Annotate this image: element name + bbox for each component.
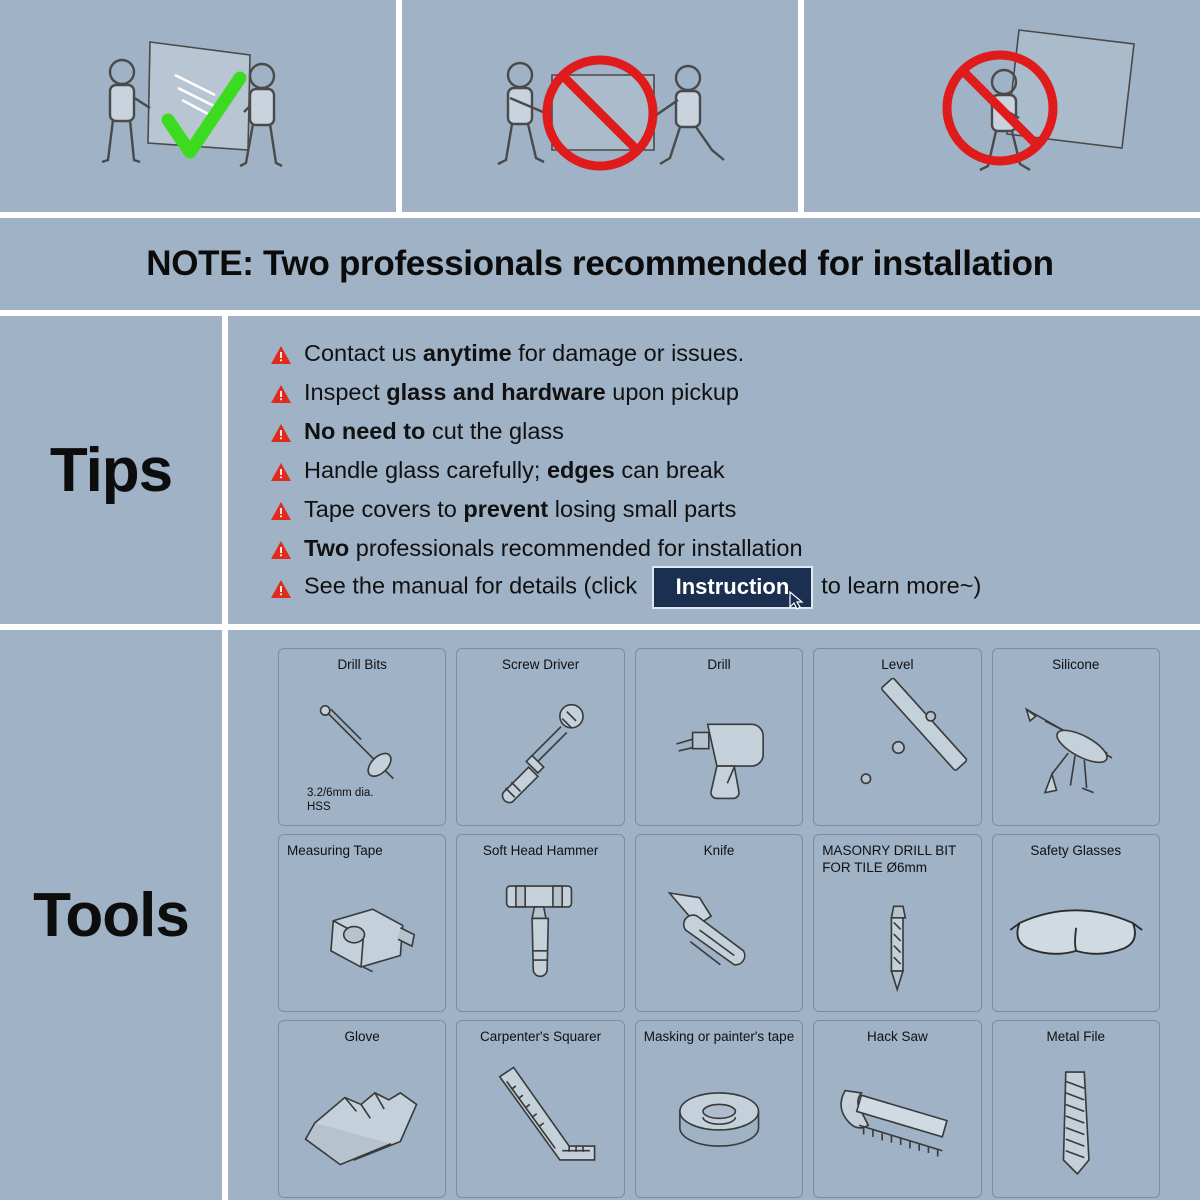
tip-text-bold: No need to bbox=[304, 418, 426, 444]
tool-card bbox=[278, 834, 446, 1012]
masking-tape-icon bbox=[644, 1046, 794, 1193]
tip-item bbox=[270, 529, 1180, 568]
tip-text-pre: Inspect bbox=[304, 379, 387, 405]
tool-label: Knife bbox=[703, 843, 735, 858]
caulking-gun-icon bbox=[1001, 674, 1151, 821]
tool-label: Hack Saw bbox=[867, 1029, 928, 1044]
instruction-button[interactable] bbox=[652, 566, 814, 609]
tool-card bbox=[278, 648, 446, 826]
tip-text-pre: Tape covers to bbox=[304, 496, 464, 522]
tool-card bbox=[456, 1020, 624, 1198]
instruction-text-post: to learn more~) bbox=[821, 572, 982, 599]
tip-text-post: professionals recommended for installation bbox=[349, 535, 803, 561]
tool-label: Drill bbox=[707, 657, 731, 672]
tool-card bbox=[456, 648, 624, 826]
panel-two-people-drag-incorrect bbox=[402, 0, 798, 212]
tip-text-bold: prevent bbox=[463, 496, 549, 522]
tool-card bbox=[813, 834, 981, 1012]
safety-glasses-icon bbox=[1001, 860, 1151, 1007]
tool-sublabel: 3.2/6mm dia. HSS bbox=[307, 787, 374, 814]
warning-icon bbox=[270, 344, 292, 364]
tip-text-pre: Handle glass carefully; bbox=[304, 457, 547, 483]
tools-heading bbox=[0, 630, 222, 1200]
tool-card bbox=[635, 648, 803, 826]
instruction-text-pre: See the manual for details (click bbox=[304, 572, 644, 599]
tools-heading-text: Tools bbox=[33, 880, 189, 950]
tool-label: MASONRY DRILL BIT FOR TILE Ø6mm bbox=[822, 843, 956, 875]
screwdriver-icon bbox=[465, 674, 615, 821]
tool-label: Carpenter's Squarer bbox=[480, 1029, 602, 1044]
measuring-tape-icon bbox=[287, 860, 437, 1007]
tool-card bbox=[635, 1020, 803, 1198]
top-illustration-row bbox=[0, 0, 1200, 212]
tool-card bbox=[992, 834, 1160, 1012]
tool-label: Soft Head Hammer bbox=[482, 843, 599, 858]
tool-label: Drill Bits bbox=[337, 657, 387, 672]
warning-icon bbox=[270, 539, 292, 559]
tip-item bbox=[270, 334, 1180, 373]
panel-two-people-carry-correct bbox=[0, 0, 396, 212]
tool-label: Screw Driver bbox=[501, 657, 580, 672]
tool-card bbox=[278, 1020, 446, 1198]
tool-label: Masking or painter's tape bbox=[643, 1029, 795, 1044]
tools-section bbox=[0, 630, 1200, 1200]
tip-item bbox=[270, 373, 1180, 412]
tool-label: Level bbox=[881, 657, 914, 672]
tips-heading-text: Tips bbox=[49, 435, 173, 505]
warning-icon bbox=[270, 578, 292, 598]
tool-card bbox=[813, 648, 981, 826]
tools-grid bbox=[228, 630, 1200, 1200]
tip-item bbox=[270, 490, 1180, 529]
glove-icon bbox=[287, 1046, 437, 1193]
hacksaw-icon bbox=[822, 1046, 972, 1193]
note-band bbox=[0, 218, 1200, 310]
tool-card bbox=[813, 1020, 981, 1198]
tool-card bbox=[992, 1020, 1160, 1198]
mouse-cursor-icon bbox=[789, 591, 805, 611]
tip-item-instruction bbox=[270, 568, 1180, 607]
instruction-button-label: Instruction bbox=[675, 574, 790, 599]
tip-item bbox=[270, 451, 1180, 490]
warning-icon bbox=[270, 383, 292, 403]
tool-label: Silicone bbox=[1052, 657, 1100, 672]
tips-list bbox=[228, 316, 1200, 624]
metal-file-icon bbox=[1001, 1046, 1151, 1193]
warning-icon bbox=[270, 461, 292, 481]
tip-item bbox=[270, 412, 1180, 451]
warning-icon bbox=[270, 500, 292, 520]
tips-section bbox=[0, 316, 1200, 624]
note-text: NOTE: Two professionals recommended for installation bbox=[146, 244, 1054, 283]
mallet-icon bbox=[465, 860, 615, 1007]
tip-text-bold: glass and hardware bbox=[386, 379, 606, 405]
tip-text-post: upon pickup bbox=[605, 379, 739, 405]
tool-label: Glove bbox=[344, 1029, 380, 1044]
tool-label: Metal File bbox=[1046, 1029, 1106, 1044]
utility-knife-icon bbox=[644, 860, 794, 1007]
tool-label: Safety Glasses bbox=[1030, 843, 1122, 858]
tip-text-post: cut the glass bbox=[425, 418, 564, 444]
square-ruler-icon bbox=[465, 1046, 615, 1193]
tool-card bbox=[456, 834, 624, 1012]
tool-card bbox=[635, 834, 803, 1012]
panel-one-person-carry-incorrect bbox=[804, 0, 1200, 212]
tool-card bbox=[992, 648, 1160, 826]
tip-text-pre: Contact us bbox=[304, 340, 423, 366]
tip-text-bold: edges bbox=[546, 457, 615, 483]
tip-text-post: losing small parts bbox=[548, 496, 737, 522]
tool-label: Measuring Tape bbox=[287, 843, 383, 858]
tips-heading bbox=[0, 316, 222, 624]
tip-text-bold: Two bbox=[304, 535, 350, 561]
level-icon bbox=[822, 674, 972, 821]
masonry-bit-icon bbox=[822, 877, 972, 1007]
drill-icon bbox=[644, 674, 794, 821]
warning-icon bbox=[270, 422, 292, 442]
tip-text-post: can break bbox=[614, 457, 725, 483]
tip-text-post: for damage or issues. bbox=[511, 340, 745, 366]
tip-text-bold: anytime bbox=[422, 340, 512, 366]
